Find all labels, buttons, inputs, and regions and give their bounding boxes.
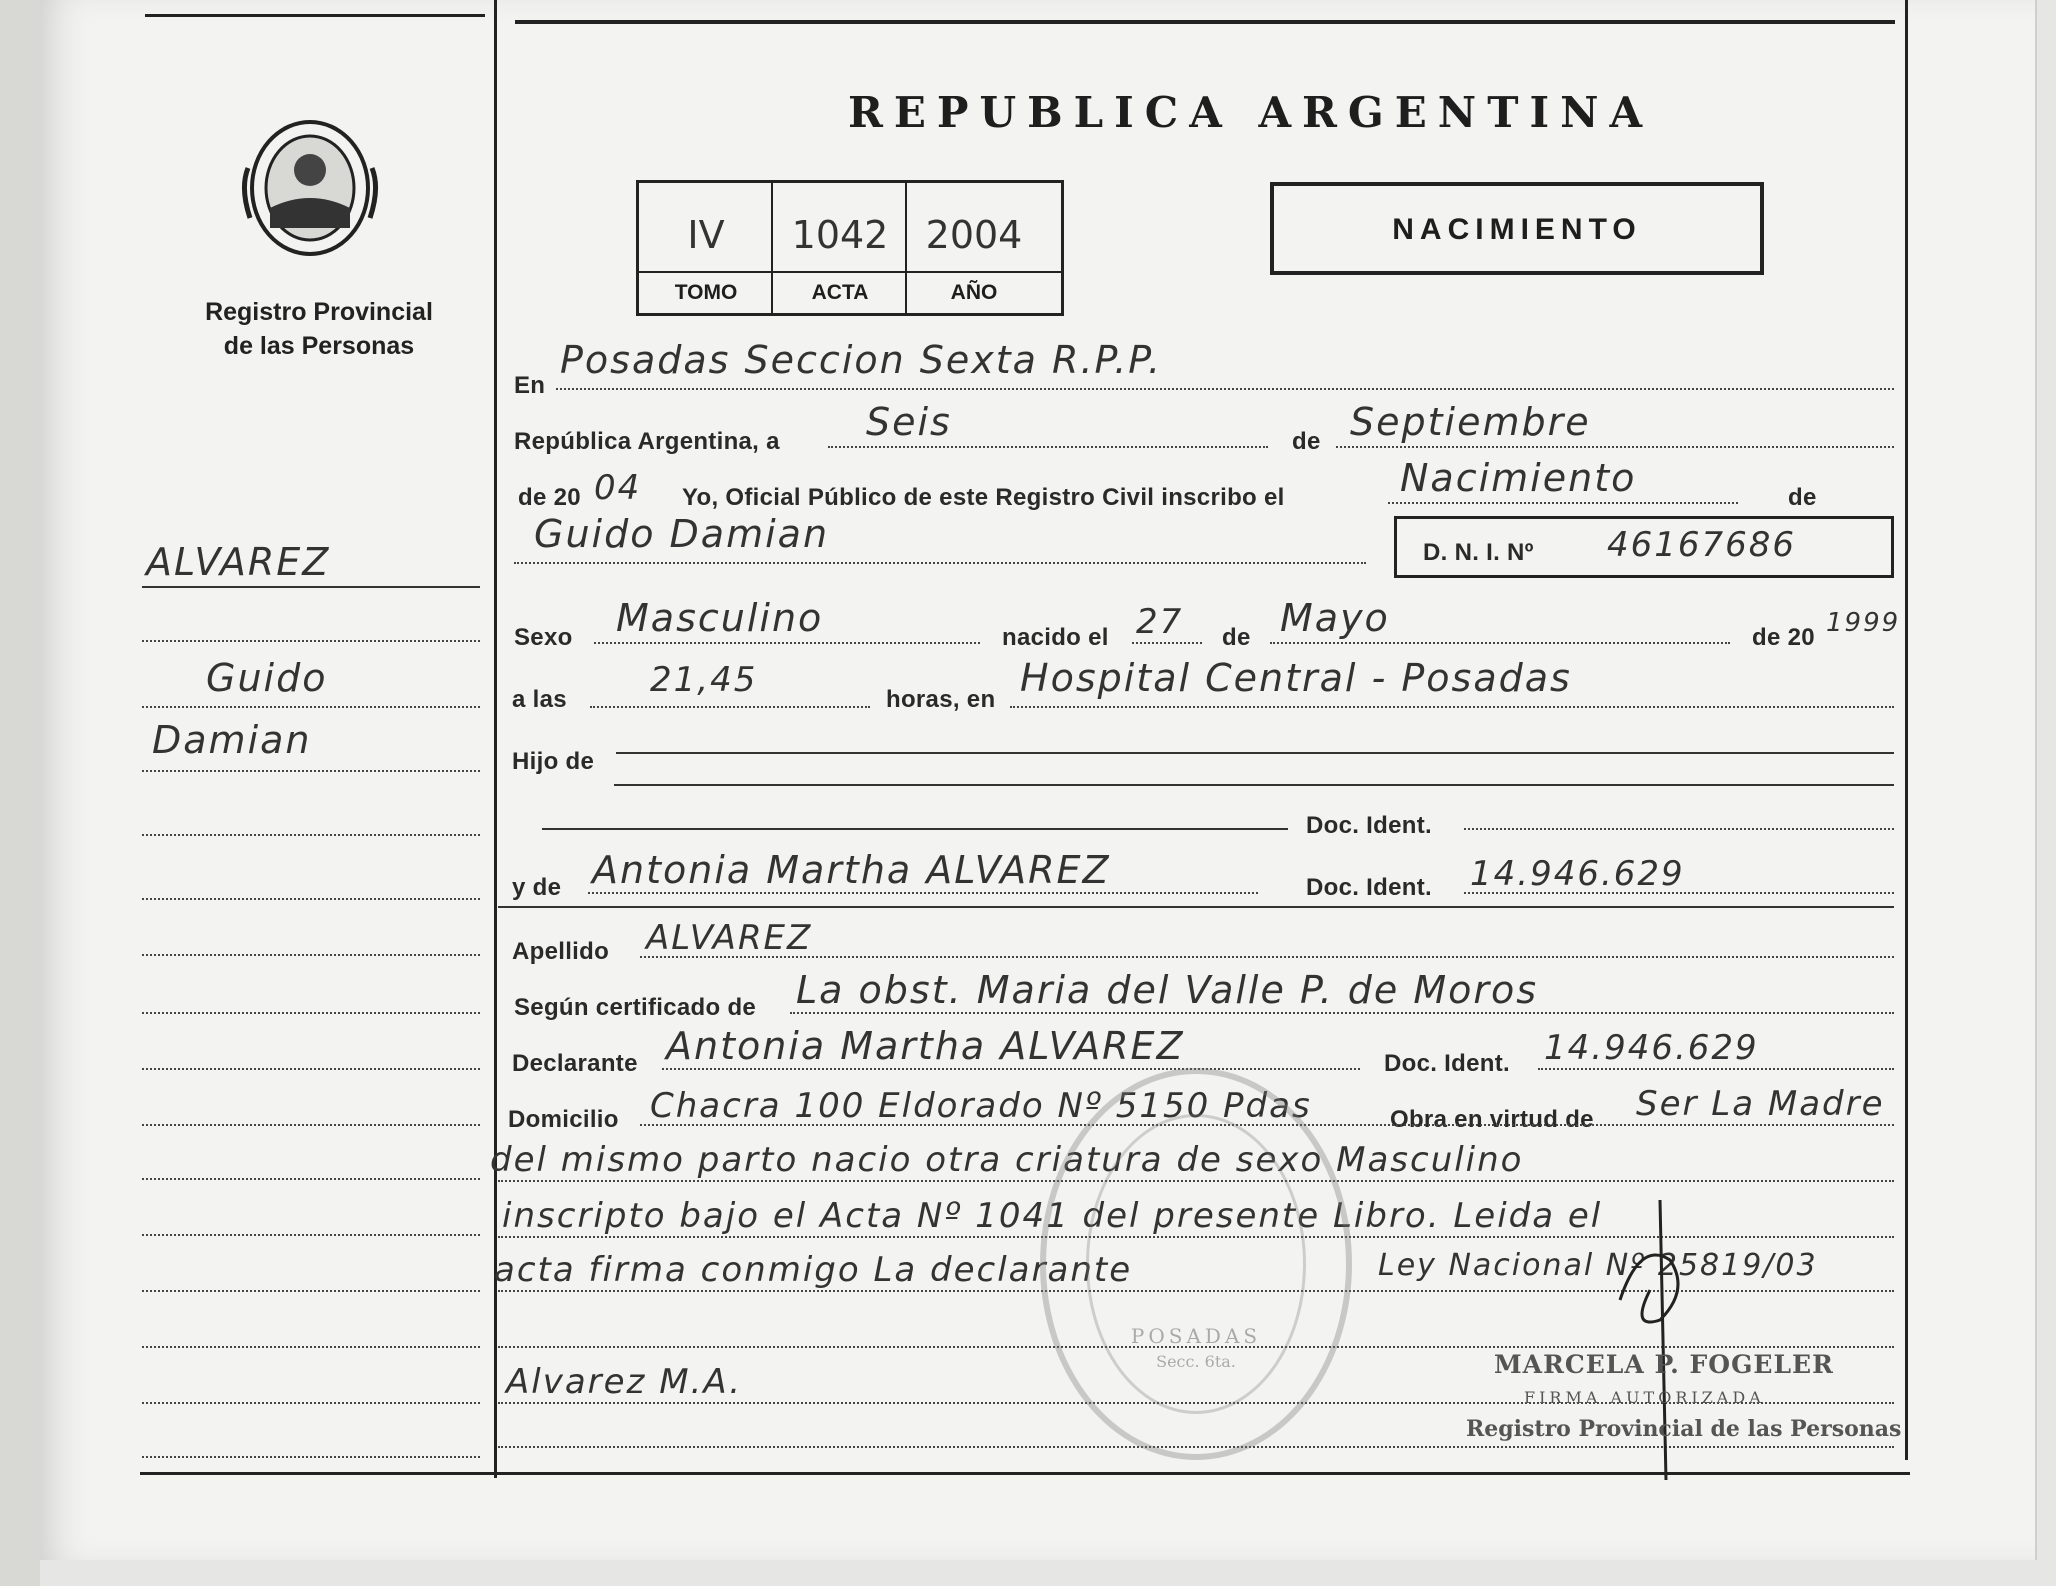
label-declarante: Declarante (512, 1050, 638, 1077)
rule-madre (498, 906, 1894, 908)
registry-line-1: Registro Provincial (205, 298, 433, 326)
line-nac-dia (1132, 642, 1202, 644)
margin-rule-16 (142, 1456, 480, 1458)
tomo-value: IV (687, 213, 725, 257)
official-org: Registro Provincial de las Personas (1466, 1416, 1902, 1442)
value-lugar: Posadas Seccion Sexta R.P.P. (560, 338, 1163, 382)
value-declarante: Antonia Martha ALVAREZ (666, 1024, 1185, 1068)
line-hijo-3 (542, 828, 1288, 830)
margin-rule-1 (142, 586, 480, 588)
record-box-divider (639, 271, 1061, 273)
label-en: En (514, 372, 546, 399)
line-lugar-nac (1010, 706, 1894, 708)
registry-line-2: de las Personas (223, 332, 415, 360)
right-border (1905, 0, 1908, 1460)
line-nombre (514, 562, 1366, 564)
value-anio: 04 (594, 468, 642, 508)
label-horas: horas, en (886, 686, 996, 713)
margin-rule-14 (142, 1346, 480, 1348)
margin-surname: ALVAREZ (146, 540, 331, 584)
line-declarante (662, 1068, 1360, 1070)
line-lugar (556, 388, 1894, 390)
margin-rule-5 (142, 834, 480, 836)
document-title: REPUBLICA ARGENTINA (848, 88, 1654, 137)
value-observacion-1: del mismo parto nacio otra criatura de sexo Masculino (490, 1140, 1524, 1180)
label-doc-3: Doc. Ident. (1384, 1050, 1510, 1077)
label-apellido: Apellido (512, 938, 610, 965)
value-ley: Ley Nacional Nº 25819/03 (1378, 1248, 1818, 1283)
value-obra: Ser La Madre (1636, 1084, 1885, 1124)
label-alas: a las (512, 686, 567, 713)
label-segun: Según certificado de (514, 994, 757, 1021)
line-dia (828, 446, 1268, 448)
value-apellido: ALVAREZ (646, 918, 813, 958)
line-acto (1388, 502, 1738, 504)
line-sexo (594, 642, 980, 644)
acta-label: ACTA (811, 281, 869, 304)
margin-rule-15 (142, 1402, 480, 1404)
acta-value: 1042 (791, 213, 889, 257)
label-domicilio: Domicilio (508, 1106, 619, 1133)
line-certificado (790, 1012, 1894, 1014)
value-dia: Seis (866, 400, 952, 444)
value-nombre: Guido Damian (534, 512, 830, 556)
line-doc-1 (1464, 828, 1894, 830)
label-obra: Obra en virtud de (1390, 1106, 1594, 1133)
label-yde: y de (512, 874, 562, 901)
top-rule-right (515, 20, 1895, 24)
value-domicilio: Chacra 100 Eldorado Nº 5150 Pdas (650, 1086, 1312, 1126)
line-madre-doc (1464, 892, 1894, 894)
line-madre (588, 892, 1258, 894)
label-de-2: de (1788, 484, 1817, 511)
label-dni: D. N. I. Nº (1423, 539, 1534, 566)
value-madre: Antonia Martha ALVAREZ (592, 848, 1111, 892)
label-doc-2: Doc. Ident. (1306, 874, 1432, 901)
official-signature-icon (1600, 1180, 1750, 1500)
label-yo: Yo, Oficial Público de este Registro Civil inscribo el (682, 484, 1285, 511)
line-nac-mes (1270, 642, 1730, 644)
stamp-section: Secc. 6ta. (1156, 1352, 1236, 1371)
value-lugar-nac: Hospital Central - Posadas (1020, 656, 1572, 700)
value-acto: Nacimiento (1400, 456, 1637, 500)
value-nac-mes: Mayo (1280, 596, 1390, 640)
margin-rule-3 (142, 706, 480, 708)
declarant-signature: Alvarez M.A. (506, 1362, 743, 1402)
record-type: NACIMIENTO (1392, 213, 1642, 246)
line-hijo (616, 752, 1894, 754)
label-hijo: Hijo de (512, 748, 595, 775)
value-mes: Septiembre (1350, 400, 1591, 444)
value-certificado: La obst. Maria del Valle P. de Moros (796, 968, 1539, 1012)
book-binding (0, 0, 40, 1586)
stamp-city: POSADAS (1130, 1324, 1262, 1348)
provincial-seal-icon (240, 108, 380, 268)
label-nacido: nacido el (1002, 624, 1109, 651)
label-de20b: de 20 (1752, 624, 1815, 651)
anio-label: AÑO (950, 281, 998, 304)
margin-rule-4 (142, 770, 480, 772)
label-de-3: de (1222, 624, 1251, 651)
margin-rule-13 (142, 1290, 480, 1292)
official-name: MARCELA P. FOGELER (1494, 1350, 1834, 1379)
line-declarante-doc (1538, 1068, 1894, 1070)
dni-box (1394, 516, 1894, 578)
line-hora (590, 706, 870, 708)
line-apellido (640, 956, 1894, 958)
value-nac-anio: 1999 (1826, 608, 1901, 638)
label-republica: República Argentina, a (514, 428, 780, 455)
value-dni: 46167686 (1607, 525, 1797, 565)
line-mes (1336, 446, 1894, 448)
value-nac-dia: 27 (1136, 602, 1184, 642)
label-de20: de 20 (518, 484, 581, 511)
value-observacion-2: inscripto bajo el Acta Nº 1041 del presente Libro. Leida el (502, 1196, 1603, 1236)
tomo-label: TOMO (674, 281, 738, 304)
value-madre-doc: 14.946.629 (1470, 854, 1685, 894)
value-hora: 21,45 (650, 660, 758, 700)
registry-name (178, 295, 460, 363)
margin-rule-2 (142, 640, 480, 642)
margin-rule-9 (142, 1068, 480, 1070)
record-type-box (1270, 182, 1764, 275)
margin-rule-11 (142, 1178, 480, 1180)
label-doc-1: Doc. Ident. (1306, 812, 1432, 839)
margin-given-2: Damian (152, 718, 312, 762)
margin-rule-12 (142, 1234, 480, 1236)
margin-given-1: Guido (206, 656, 328, 700)
registry-stamp (1040, 1068, 1352, 1460)
value-sexo: Masculino (616, 596, 824, 640)
margin-rule-8 (142, 1012, 480, 1014)
value-declarante-doc: 14.946.629 (1544, 1028, 1759, 1068)
margin-rule-10 (142, 1124, 480, 1126)
record-box (636, 180, 1064, 316)
label-sexo: Sexo (514, 624, 573, 651)
anio-value: 2004 (925, 213, 1023, 257)
value-observacion-3: acta firma conmigo La declarante (494, 1250, 1133, 1290)
line-hijo-2 (614, 784, 1894, 786)
official-role: FIRMA AUTORIZADA (1524, 1388, 1765, 1407)
margin-rule-6 (142, 898, 480, 900)
label-de-1: de (1292, 428, 1321, 455)
margin-rule-7 (142, 954, 480, 956)
top-rule-left (145, 14, 485, 17)
